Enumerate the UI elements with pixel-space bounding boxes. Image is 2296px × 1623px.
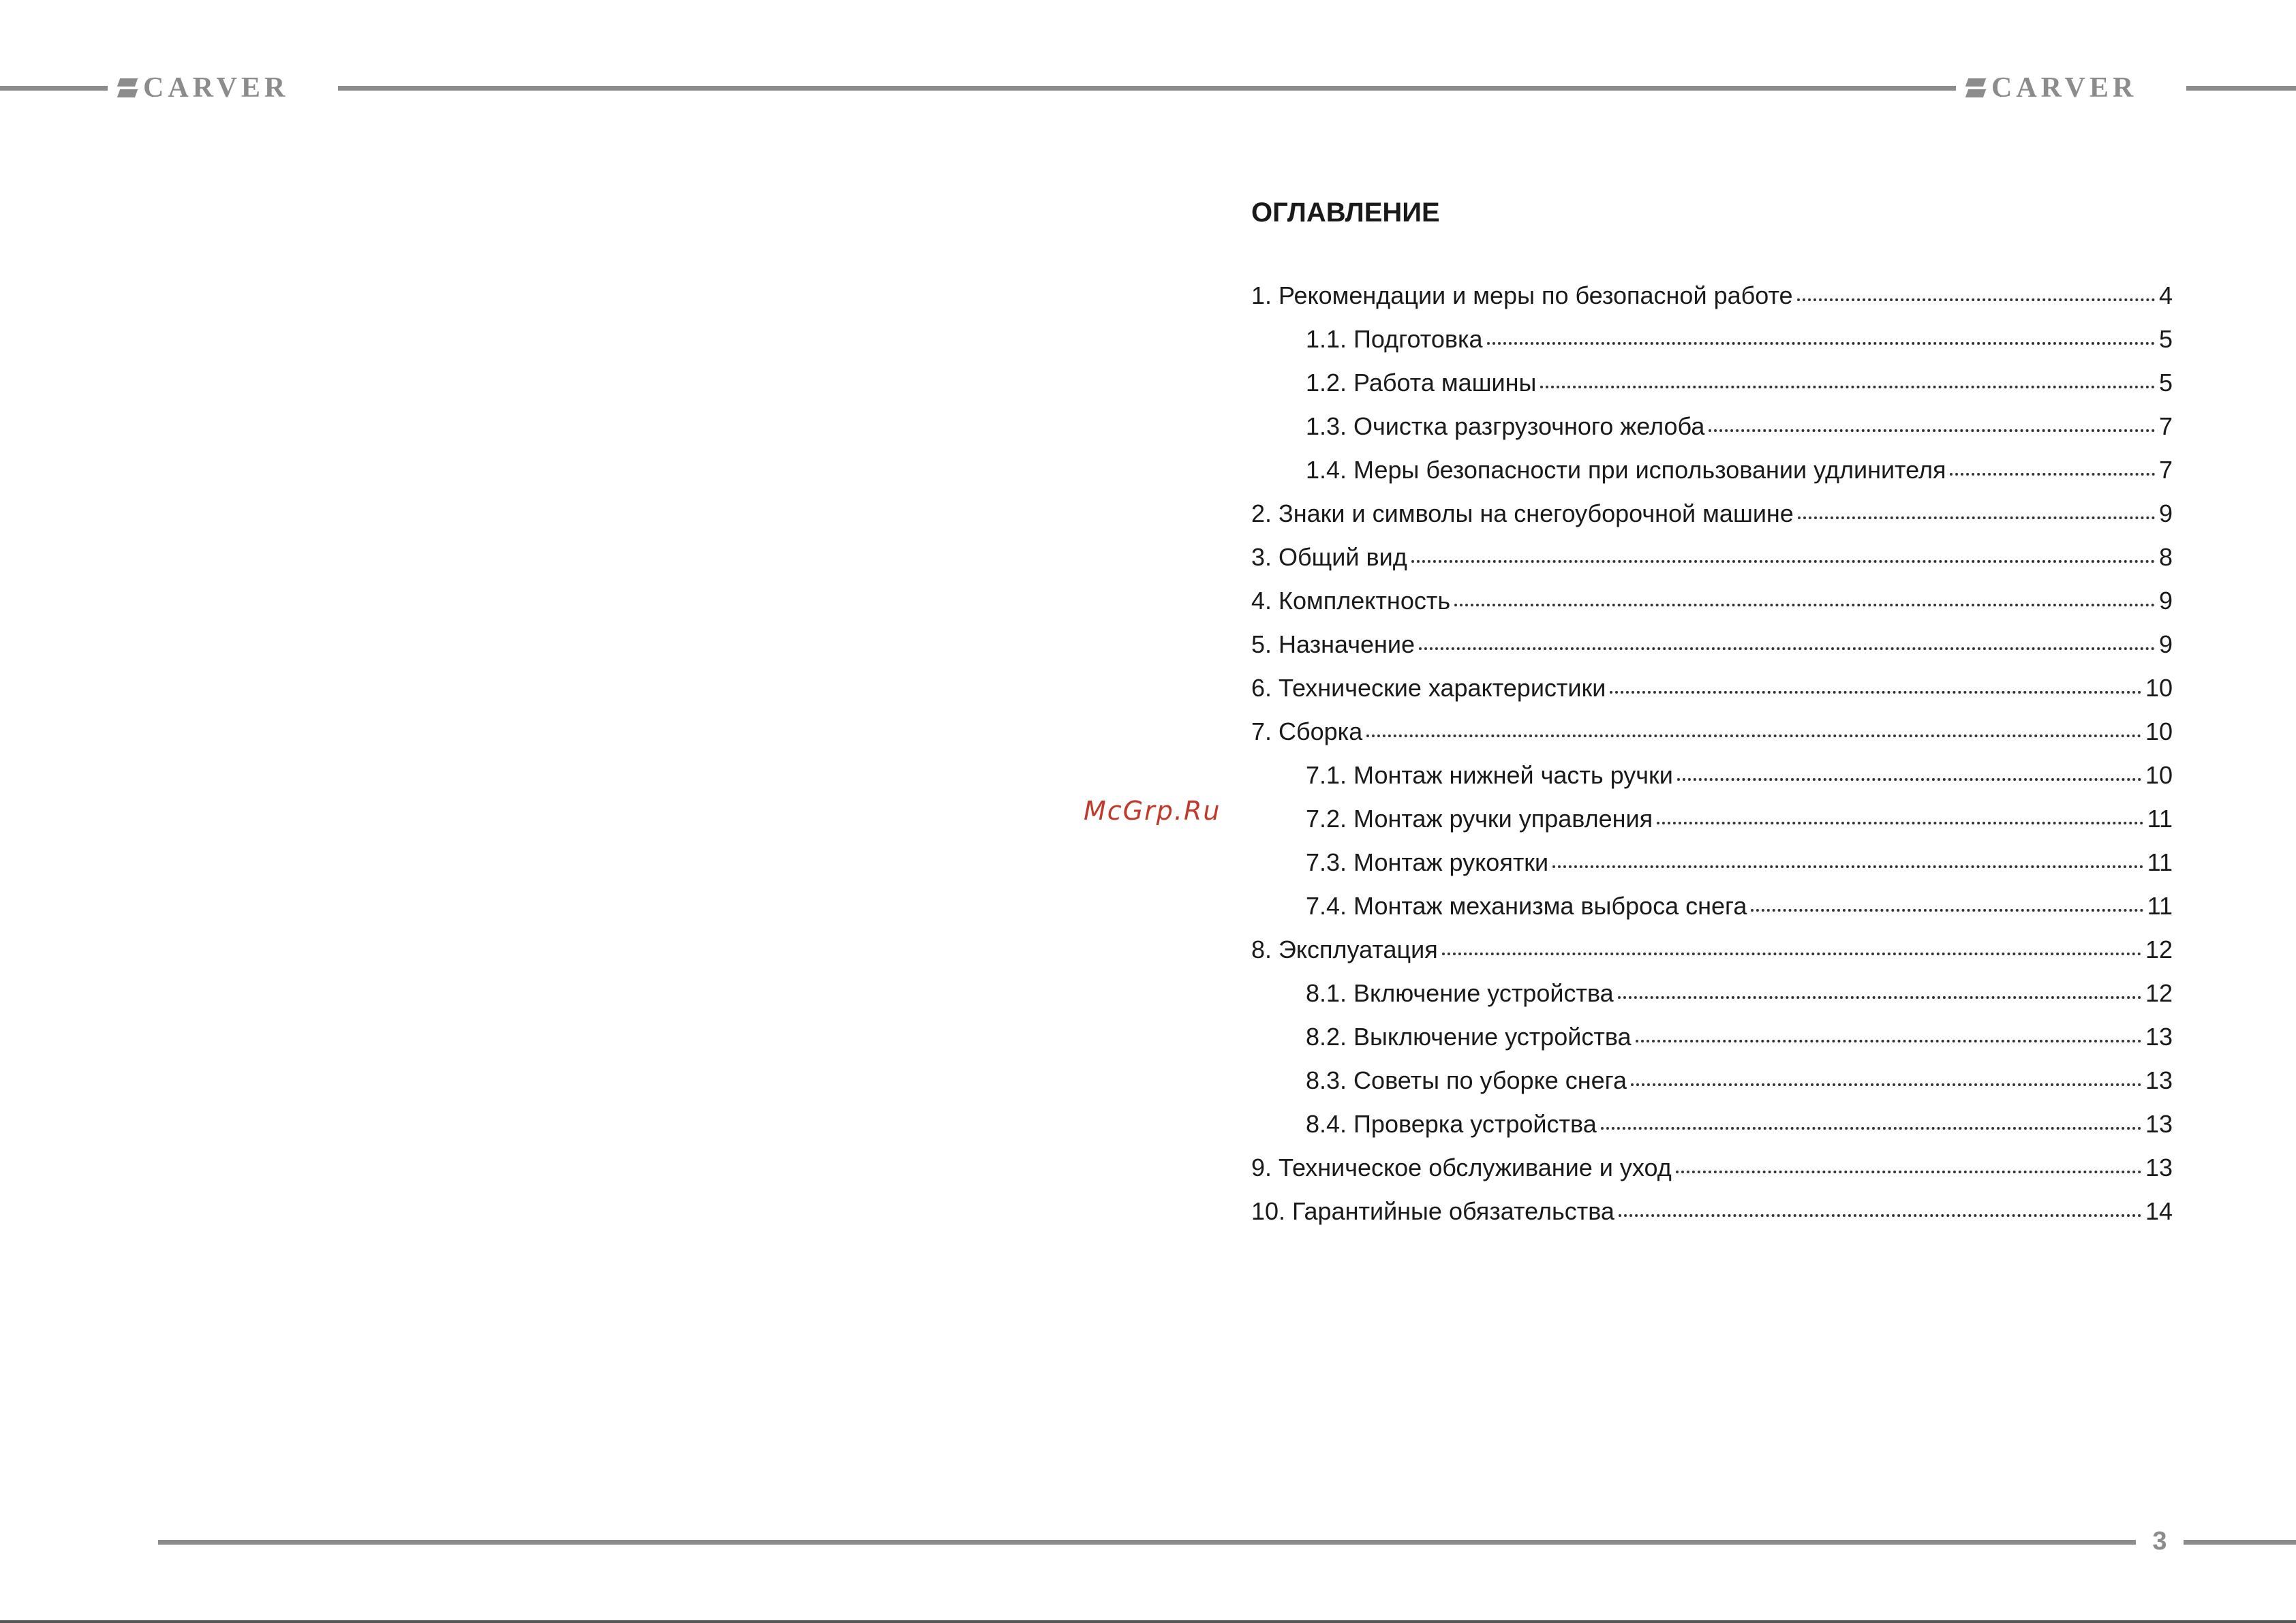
toc-dot-leader [1419,628,2155,653]
toc-entry-page: 8 [2158,543,2173,571]
toc-entry-label: 3. Общий вид [1251,543,1407,571]
toc-entry-page: 12 [2145,979,2173,1007]
toc-entry[interactable] [1251,454,2173,497]
page-number: 3 [2152,1527,2167,1556]
toc-entry-page: 13 [2145,1154,2173,1181]
toc-entry-label: 5. Назначение [1251,630,1415,658]
toc-entry-page: 11 [2147,848,2173,876]
brand-logo-left [119,71,289,105]
toc-entry-label: 1.4. Меры безопасности при использовании удлинителя [1306,456,1946,484]
toc-dot-leader [1442,933,2141,958]
toc-entry[interactable] [1251,410,2173,454]
brand-name: CARVER [1991,72,2138,104]
toc-dot-leader [1366,715,2141,740]
toc-entry[interactable] [1251,759,2173,803]
toc-entry[interactable] [1251,323,2173,367]
toc-entry-label: 1. Рекомендации и меры по безопасной работе [1251,281,1793,309]
toc-entry[interactable] [1251,933,2173,977]
toc-dot-leader [1411,541,2155,566]
header-rule-center [338,86,1956,91]
toc-entry-label: 1.2. Работа машины [1306,369,1537,397]
brand-logo-right [1967,71,2137,105]
toc-entry-page: 12 [2145,936,2173,963]
toc-title: ОГЛАВЛЕНИЕ [1251,198,1440,228]
toc-dot-leader [1618,977,2141,1002]
toc-dot-leader [1751,890,2143,914]
toc-dot-leader [1797,279,2155,304]
toc-entry-label: 7.1. Монтаж нижней часть ручки [1306,761,1673,789]
toc-entry-page: 14 [2145,1197,2173,1225]
toc-entry[interactable] [1251,1195,2173,1239]
toc-entry[interactable] [1251,497,2173,541]
toc-dot-leader [1552,846,2143,871]
toc-entry-page: 9 [2158,587,2173,615]
toc-entry-page: 10 [2145,674,2173,702]
table-of-contents [1251,279,2173,1239]
toc-dot-leader [1677,759,2141,784]
toc-dot-leader [1709,410,2155,435]
toc-dot-leader [1636,1021,2141,1045]
toc-dot-leader [1676,1151,2141,1176]
header-rule-right [2186,86,2296,91]
toc-entry-label: 1.1. Подготовка [1306,325,1483,353]
toc-entry[interactable] [1251,1151,2173,1195]
toc-entry[interactable] [1251,1064,2173,1108]
brand-mark-icon [119,78,136,97]
toc-entry[interactable] [1251,672,2173,715]
toc-entry-page: 7 [2158,412,2173,440]
toc-entry-page: 7 [2158,456,2173,484]
toc-entry-page: 9 [2158,630,2173,658]
toc-entry[interactable] [1251,977,2173,1021]
toc-entry-label: 10. Гарантийные обязательства [1251,1197,1614,1225]
toc-entry-label: 8.3. Советы по уборке снега [1306,1066,1627,1094]
toc-entry-label: 7.2. Монтаж ручки управления [1306,805,1653,833]
toc-entry[interactable] [1251,367,2173,410]
toc-entry-page: 11 [2147,892,2173,920]
toc-entry-label: 7.3. Монтаж рукоятки [1306,848,1549,876]
toc-entry-page: 13 [2145,1023,2173,1051]
toc-dot-leader [1454,585,2155,609]
toc-entry[interactable] [1251,585,2173,628]
toc-dot-leader [1487,323,2155,347]
page-bottom-border [0,1620,2296,1623]
toc-dot-leader [1610,672,2141,696]
toc-dot-leader [1631,1064,2141,1089]
toc-entry-page: 5 [2158,369,2173,397]
toc-entry[interactable] [1251,1108,2173,1151]
brand-mark-icon [1967,78,1985,97]
toc-entry-label: 8.2. Выключение устройства [1306,1023,1632,1051]
toc-entry[interactable] [1251,1021,2173,1064]
toc-entry[interactable] [1251,715,2173,759]
brand-name: CARVER [143,72,290,104]
toc-entry[interactable] [1251,890,2173,933]
toc-entry[interactable] [1251,628,2173,672]
toc-entry-label: 6. Технические характеристики [1251,674,1606,702]
toc-dot-leader [1601,1108,2141,1132]
toc-dot-leader [1657,803,2143,827]
toc-entry-page: 10 [2145,717,2173,745]
footer-rule-left [158,1540,2136,1545]
toc-dot-leader [1950,454,2155,478]
toc-entry[interactable] [1251,803,2173,846]
toc-entry-page: 4 [2158,281,2173,309]
toc-entry-page: 13 [2145,1066,2173,1094]
toc-entry-label: 4. Комплектность [1251,587,1451,615]
toc-entry[interactable] [1251,846,2173,890]
toc-entry-page: 5 [2158,325,2173,353]
toc-entry-label: 7.4. Монтаж механизма выброса снега [1306,892,1747,920]
toc-dot-leader [1798,497,2155,522]
toc-dot-leader [1619,1195,2141,1220]
toc-dot-leader [1540,367,2155,391]
toc-entry-label: 1.3. Очистка разгрузочного желоба [1306,412,1705,440]
toc-entry-label: 8. Эксплуатация [1251,936,1438,963]
watermark-link[interactable]: McGrp.Ru [1084,796,1221,826]
header-rule-left [0,86,108,91]
toc-entry-label: 7. Сборка [1251,717,1363,745]
footer-rule-right [2184,1540,2296,1545]
toc-entry-page: 9 [2158,499,2173,527]
toc-entry[interactable] [1251,541,2173,585]
toc-entry[interactable] [1251,279,2173,323]
toc-entry-page: 13 [2145,1110,2173,1138]
toc-entry-page: 10 [2145,761,2173,789]
toc-entry-page: 11 [2147,805,2173,833]
toc-entry-label: 9. Техническое обслуживание и уход [1251,1154,1672,1181]
toc-entry-label: 8.1. Включение устройства [1306,979,1614,1007]
toc-entry-label: 8.4. Проверка устройства [1306,1110,1597,1138]
toc-entry-label: 2. Знаки и символы на снегоуборочной машине [1251,499,1794,527]
